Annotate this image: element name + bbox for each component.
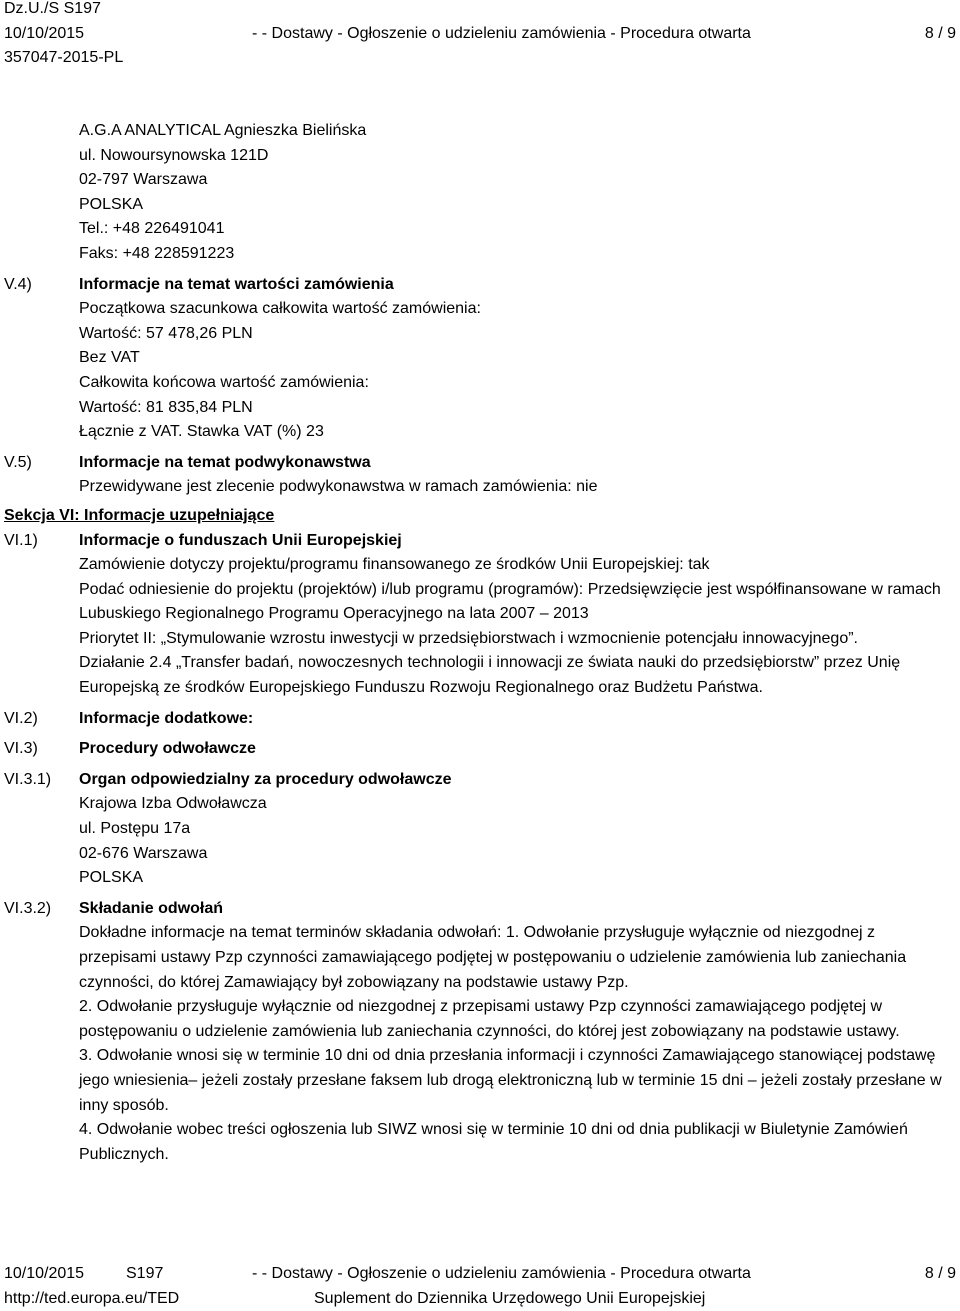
document-id: 357047-2015-PL bbox=[4, 49, 124, 67]
section-number: VI.3) bbox=[4, 740, 38, 758]
section-number: VI.2) bbox=[4, 709, 38, 727]
section-title: Informacje na temat podwykonawstwa bbox=[79, 453, 371, 471]
section-number: VI.3.1) bbox=[4, 770, 52, 788]
page-header bbox=[4, 0, 956, 71]
section-vi32 bbox=[0, 897, 960, 1168]
text-paragraph: Priorytet II: „Stymulowanie wzrostu inwestycji w przedsiębiorstwach i wzmocnienie potencjału innowacyjnego”. bbox=[79, 629, 858, 647]
text-line: Zamówienie dotyczy projektu/programu finansowanego ze środków Unii Europejskiej: tak bbox=[79, 556, 710, 574]
section-vi3 bbox=[0, 737, 960, 762]
header-title: - - Dostawy - Ogłoszenie o udzieleniu zamówienia - Procedura otwarta bbox=[252, 24, 751, 42]
header-date: 10/10/2015 bbox=[4, 24, 85, 42]
document-body bbox=[0, 119, 960, 1167]
final-value: Wartość: 81 835,84 PLN bbox=[79, 398, 253, 416]
contractor-address bbox=[0, 119, 960, 267]
review-body-name: Krajowa Izba Odwoławcza bbox=[79, 795, 267, 813]
section-vi1 bbox=[0, 529, 960, 701]
section-number: VI.1) bbox=[4, 531, 38, 549]
footer-date: 10/10/2015 bbox=[4, 1265, 85, 1282]
contractor-tel: Tel.: +48 226491041 bbox=[79, 220, 225, 238]
section-number: V.5) bbox=[4, 453, 32, 471]
section-v5 bbox=[0, 451, 960, 500]
contractor-country: POLSKA bbox=[79, 195, 144, 213]
footer-page-number: 8 / 9 bbox=[924, 1265, 956, 1282]
contractor-fax: Faks: +48 228591223 bbox=[79, 244, 235, 262]
review-body-city: 02-676 Warszawa bbox=[79, 844, 208, 862]
vat-info: Łącznie z VAT. Stawka VAT (%) 23 bbox=[79, 423, 324, 441]
section-vi-heading: Sekcja VI: Informacje uzupełniające bbox=[4, 506, 275, 524]
text-line: Przewidywane jest zlecenie podwykonawstwa w ramach zamówienia: nie bbox=[79, 478, 598, 496]
footer-url-link[interactable]: http://ted.europa.eu/TED bbox=[4, 1289, 180, 1307]
footer-supplement: Suplement do Dziennika Urzędowego Unii Europejskiej bbox=[314, 1289, 706, 1307]
initial-value: Wartość: 57 478,26 PLN bbox=[79, 324, 253, 342]
appeal-info-point-3: 3. Odwołanie wnosi się w terminie 10 dni od dnia przesłania informacji i czynności Zamawiającego stanowiącej podstawę jego wniesienia– jeżeli zostały przesłane faksem lub drogą elektroniczną lub w terminie 15 dni – jeżeli zostały przesłane w inny sposób. bbox=[79, 1047, 942, 1114]
footer-title: - - Dostawy - Ogłoszenie o udzieleniu zamówienia - Procedura otwarta bbox=[252, 1265, 751, 1282]
section-title: Organ odpowiedzialny za procedury odwoławcze bbox=[79, 770, 452, 788]
section-vi31 bbox=[0, 768, 960, 891]
text-paragraph: Działanie 2.4 „Transfer badań, nowoczesnych technologii i innowacji ze świata nauki do przedsiębiorstw” przez Unię Europejską ze środków Europejskiego Funduszu Rozwoju Regionalnego oraz Budżetu Państwa. bbox=[79, 654, 901, 697]
contractor-street: ul. Nowoursynowska 121D bbox=[79, 146, 269, 164]
section-number: VI.3.2) bbox=[4, 899, 52, 917]
section-number: V.4) bbox=[4, 275, 32, 293]
review-body-street: ul. Postępu 17a bbox=[79, 820, 191, 838]
footer-series: S197 bbox=[126, 1265, 164, 1282]
appeal-info-point-2: 2. Odwołanie przysługuje wyłącznie od niezgodnej z przepisami ustawy Pzp czynności zamawiającego podjętej w postępowaniu o udzielenie zamówienia lub zaniechania czynności, do której jest zobowiązany na podstawie ustawy. bbox=[79, 998, 900, 1040]
section-title: Procedury odwoławcze bbox=[79, 740, 256, 758]
text-line: Początkowa szacunkowa całkowita wartość zamówienia: bbox=[79, 300, 481, 318]
header-page-number: 8 / 9 bbox=[924, 24, 956, 42]
section-v4 bbox=[0, 273, 960, 445]
section-vi2 bbox=[0, 707, 960, 732]
text-line: Bez VAT bbox=[79, 349, 140, 367]
contractor-city: 02-797 Warszawa bbox=[79, 171, 208, 189]
section-title: Informacje dodatkowe: bbox=[79, 709, 254, 727]
contractor-name: A.G.A ANALYTICAL Agnieszka Bielińska bbox=[79, 122, 367, 139]
journal-ref: Dz.U./S S197 bbox=[4, 0, 101, 17]
section-title: Informacje na temat wartości zamówienia bbox=[79, 275, 394, 293]
page-footer bbox=[4, 1262, 956, 1311]
section-title: Składanie odwołań bbox=[79, 899, 224, 917]
section-title: Informacje o funduszach Unii Europejskiej bbox=[79, 531, 402, 549]
text-paragraph: Podać odniesienie do projektu (projektów) i/lub programu (programów): Przedsięwzięcie jest współfinansowane w ramach Lubuskiego Regionalnego Programu Operacyjnego na lata 2007 – 2013 bbox=[79, 580, 941, 623]
appeal-info-intro: Dokładne informacje na temat terminów składania odwołań: 1. Odwołanie przysługuje wyłącznie od niezgodnej z przepisami ustawy Pzp czynności zamawiającego podjętej w postępowaniu o udzielenie zamówienia lub zaniechania czynności, do której Zamawiający był zobowiązany na podstawie ustawy Pzp. bbox=[79, 924, 907, 991]
review-body-country: POLSKA bbox=[79, 869, 144, 887]
appeal-info-point-4: 4. Odwołanie wobec treści ogłoszenia lub SIWZ wnosi się w terminie 10 dni od dnia publikacji w Biuletynie Zamówień Publicznych. bbox=[79, 1121, 908, 1163]
text-line: Całkowita końcowa wartość zamówienia: bbox=[79, 373, 369, 391]
